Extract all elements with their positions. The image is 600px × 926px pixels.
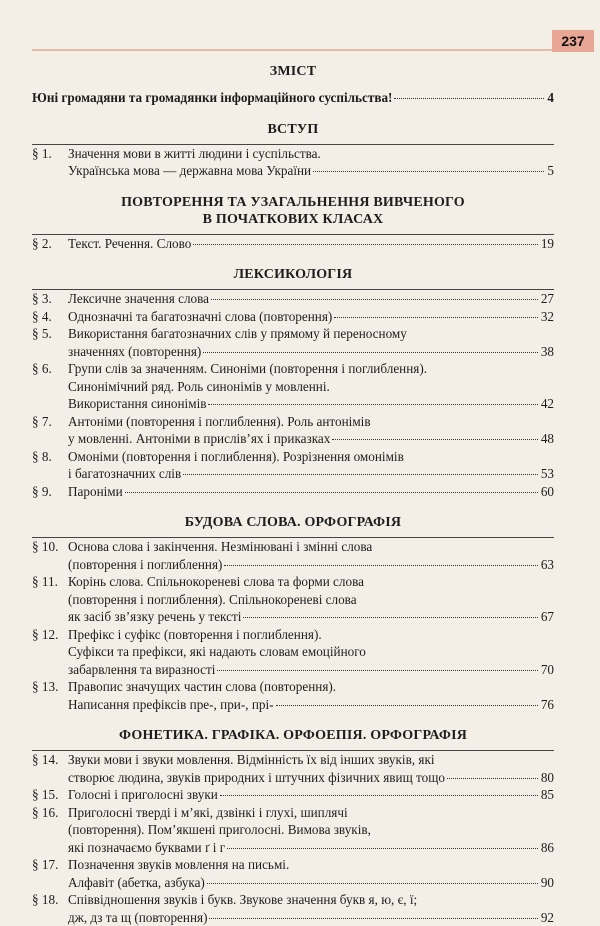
toc-entry[interactable]	[32, 360, 554, 413]
section-number: § 10.	[32, 538, 68, 573]
entry-page-number: 90	[540, 874, 554, 892]
toc-entry[interactable]	[32, 308, 554, 326]
entry-title-line: Корінь слова. Спільнокореневі слова та форми слова	[68, 573, 554, 591]
table-of-contents	[32, 63, 554, 926]
entry-title-line: створює людина, звуків природних і штучних фізичних явищ тощо	[68, 769, 445, 787]
entry-title-line: Позначення звуків мовлення на письмі.	[68, 856, 554, 874]
entry-page-number: 48	[540, 430, 554, 448]
section-number: § 16.	[32, 804, 68, 857]
entry-title-line: Префікс і суфікс (повторення і поглиблення).	[68, 626, 554, 644]
toc-intro-text: Юні громадяни та громадянки інформаційного суспільства!	[32, 89, 392, 107]
entry-page-number: 70	[540, 661, 554, 679]
section-number: § 15.	[32, 786, 68, 804]
toc-entry[interactable]	[32, 786, 554, 804]
section-number: § 13.	[32, 678, 68, 713]
toc-intro-entry[interactable]	[32, 89, 554, 107]
entry-title-line: Лексичне значення слова	[68, 290, 209, 308]
toc-entry[interactable]	[32, 144, 554, 180]
entry-page-number: 42	[540, 395, 554, 413]
section-number: § 11.	[32, 573, 68, 626]
entry-title-line: і багатозначних слів	[68, 465, 181, 483]
entry-title-line: Основа слова і закінчення. Незмінювані і змінні слова	[68, 538, 554, 556]
section-number: § 1.	[32, 145, 68, 180]
section-number: § 17.	[32, 856, 68, 891]
entry-title-line: Приголосні тверді і м’які, дзвінкі і глухі, шиплячі	[68, 804, 554, 822]
toc-entry[interactable]	[32, 678, 554, 713]
entry-page-number: 19	[540, 235, 554, 253]
entry-title-line: у мовленні. Антоніми в прислів’ях і приказках	[68, 430, 330, 448]
entry-title-line: (повторення). Пом’якшені приголосні. Вимова звуків,	[68, 821, 554, 839]
entry-page-number: 60	[540, 483, 554, 501]
section-heading: ПОВТОРЕННЯ ТА УЗАГАЛЬНЕННЯ ВИВЧЕНОГО	[32, 194, 554, 211]
section-number: § 18.	[32, 891, 68, 926]
entry-page-number: 80	[540, 769, 554, 787]
entry-title-line: Суфікси та префікси, які надають словам емоційного	[68, 643, 554, 661]
entry-page-number: 32	[540, 308, 554, 326]
entry-page-number: 92	[540, 909, 554, 926]
section-number: § 8.	[32, 448, 68, 483]
toc-entry[interactable]	[32, 413, 554, 448]
entry-page-number: 5	[546, 162, 554, 180]
entry-page-number: 53	[540, 465, 554, 483]
toc-entry[interactable]	[32, 234, 554, 253]
entry-title-line: (повторення і поглиблення)	[68, 556, 222, 574]
section-number: § 3.	[32, 290, 68, 308]
page-number: 237	[552, 30, 594, 52]
toc-entry[interactable]	[32, 626, 554, 679]
entry-title-line: (повторення і поглиблення). Спільнокореневі слова	[68, 591, 554, 609]
entry-page-number: 76	[540, 696, 554, 714]
entry-title-line: Українська мова — державна мова України	[68, 162, 311, 180]
entry-title-line: які позначаємо буквами ґ і г	[68, 839, 225, 857]
entry-title-line: Однозначні та багатозначні слова (повторення)	[68, 308, 332, 326]
entry-title-line: дж, дз та щ (повторення)	[68, 909, 207, 926]
section-number: § 2.	[32, 235, 68, 253]
entry-title-line: значеннях (повторення)	[68, 343, 201, 361]
entry-title-line: забарвлення та виразності	[68, 661, 215, 679]
section-heading: ВСТУП	[32, 121, 554, 138]
entry-page-number: 85	[540, 786, 554, 804]
entry-page-number: 27	[540, 290, 554, 308]
entry-title-line: Використання багатозначних слів у прямому й переносному	[68, 325, 554, 343]
section-heading: БУДОВА СЛОВА. ОРФОГРАФІЯ	[32, 514, 554, 531]
toc-title: ЗМІСТ	[32, 63, 554, 80]
toc-entry[interactable]	[32, 537, 554, 573]
entry-title-line: Використання синонімів	[68, 395, 206, 413]
toc-entry[interactable]	[32, 483, 554, 501]
entry-title-line: Написання префіксів пре-, при-, прі-	[68, 696, 274, 714]
section-number: § 12.	[32, 626, 68, 679]
section-number: § 7.	[32, 413, 68, 448]
entry-page-number: 86	[540, 839, 554, 857]
section-heading: ФОНЕТИКА. ГРАФІКА. ОРФОЕПІЯ. ОРФОГРАФІЯ	[32, 727, 554, 744]
entry-title-line: Звуки мови і звуки мовлення. Відмінність їх від інших звуків, які	[68, 751, 554, 769]
header-rule	[32, 49, 552, 51]
toc-entry[interactable]	[32, 325, 554, 360]
section-number: § 6.	[32, 360, 68, 413]
entry-title-line: Омоніми (повторення і поглиблення). Розрізнення омонімів	[68, 448, 554, 466]
entry-title-line: Правопис значущих частин слова (повторення).	[68, 678, 554, 696]
entry-title-line: Значення мови в житті людини і суспільства.	[68, 145, 554, 163]
toc-entry[interactable]	[32, 289, 554, 308]
entry-page-number: 67	[540, 608, 554, 626]
entry-title-line: Голосні і приголосні звуки	[68, 786, 218, 804]
toc-entry[interactable]	[32, 891, 554, 926]
toc-entry[interactable]	[32, 750, 554, 786]
entry-title-line: Співвідношення звуків і букв. Звукове значення букв я, ю, є, ї;	[68, 891, 554, 909]
entry-title-line: Синонімічний ряд. Роль синонімів у мовленні.	[68, 378, 554, 396]
toc-entry[interactable]	[32, 448, 554, 483]
toc-intro-page: 4	[546, 89, 554, 107]
entry-title-line: Пароніми	[68, 483, 123, 501]
toc-entry[interactable]	[32, 804, 554, 857]
section-heading: В ПОЧАТКОВИХ КЛАСАХ	[32, 211, 554, 228]
section-number: § 14.	[32, 751, 68, 786]
section-number: § 9.	[32, 483, 68, 501]
entry-title-line: Алфавіт (абетка, азбука)	[68, 874, 205, 892]
section-heading: ЛЕКСИКОЛОГІЯ	[32, 266, 554, 283]
entry-page-number: 38	[540, 343, 554, 361]
entry-title-line: Текст. Речення. Слово	[68, 235, 191, 253]
toc-entry[interactable]	[32, 573, 554, 626]
section-number: § 4.	[32, 308, 68, 326]
entry-page-number: 63	[540, 556, 554, 574]
section-number: § 5.	[32, 325, 68, 360]
entry-title-line: Групи слів за значенням. Синоніми (повторення і поглиблення).	[68, 360, 554, 378]
entry-title-line: Антоніми (повторення і поглиблення). Роль антонімів	[68, 413, 554, 431]
entry-title-line: як засіб зв’язку речень у тексті	[68, 608, 241, 626]
